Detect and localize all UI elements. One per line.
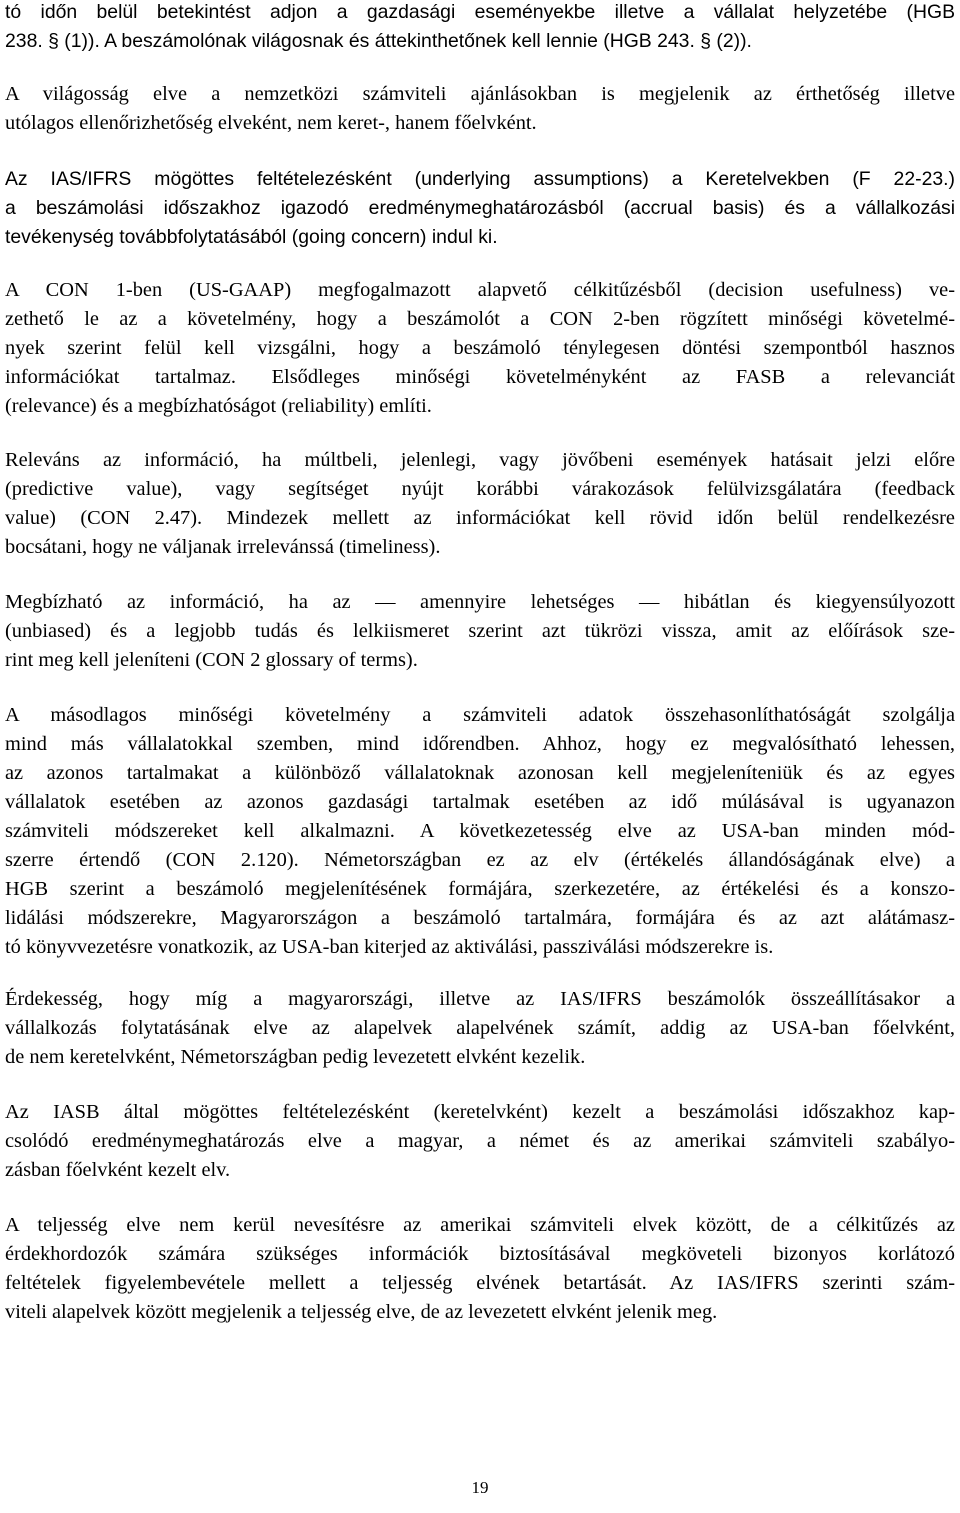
page-number: 19 <box>471 1478 489 1497</box>
paragraph-completeness-principle <box>5 1211 955 1327</box>
text-line: vállalkozás folytatásának elve az alapelvek alapelvének számít, addig az USA-ban főelvként, <box>5 1017 955 1039</box>
text-line: az azonos tartalmakat a különböző vállalatoknak azonosan kell megjeleníteniük és az egyes <box>5 762 955 784</box>
paragraph-reliability <box>5 588 955 675</box>
text-line: value) (CON 2.47). Mindezek mellett az információkat kell rövid időn belül rendelkezésre <box>5 507 955 529</box>
text-line: zethető le az a követelmény, hogy a beszámolót a CON 2-ben rögzített minőségi követelmé- <box>5 308 955 330</box>
text-line: A CON 1-ben (US-GAAP) megfogalmazott alapvető célkitűzésből (decision usefulness) ve- <box>5 279 955 301</box>
paragraph-clarity-principle <box>5 80 955 138</box>
text-line: információkat tartalmaz. Elsődleges minőségi követelményként az FASB a relevanciát <box>5 366 955 388</box>
text-line: a beszámolási időszakhoz igazodó eredménymeghatározásból (accrual basis) és a vállalkozási <box>5 197 955 219</box>
text-line: Az IASB által mögöttes feltételezésként (keretelvként) kezelt a beszámolási időszakhoz kap- <box>5 1101 955 1123</box>
text-line: (unbiased) és a legjobb tudás és lelkiismeret szerint azt tükrözi vissza, amit az előírások sze- <box>5 620 955 642</box>
text-line: rint meg kell jeleníteni (CON 2 glossary of terms). <box>5 649 418 671</box>
text-line: utólagos ellenőrizhetőség elveként, nem keret-, hanem főelvként. <box>5 112 537 134</box>
text-line: Megbízható az információ, ha az — amennyire lehetséges — hibátlan és kiegyensúlyozott <box>5 591 955 613</box>
paragraph-accrual-principle <box>5 1098 955 1185</box>
text-line: zásban főelvként kezelt elv. <box>5 1159 231 1181</box>
text-line: Az IAS/IFRS mögöttes feltételezésként (underlying assumptions) a Keretelvekben (F 22-23.) <box>5 168 955 190</box>
paragraph-underlying-assumptions <box>5 165 955 252</box>
text-line: tevékenység továbbfolytatásából (going concern) indul ki. <box>5 226 498 248</box>
text-line: (relevance) és a megbízhatóságot (reliability) említi. <box>5 395 432 417</box>
text-line: tó időn belül betekintést adjon a gazdasági eseményekbe illetve a vállalat helyzetébe (HGB <box>5 1 955 23</box>
text-line: feltételek figyelembevétele mellett a teljesség elvének betartását. Az IAS/IFRS szerinti szám- <box>5 1272 955 1294</box>
text-line: mind más vállalatokkal szemben, mind időrendben. Ahhoz, hogy ez megvalósítható lehessen, <box>5 733 955 755</box>
text-line: nyek szerint felül kell vizsgálni, hogy a beszámoló ténylegesen döntési szempontból hasznos <box>5 337 955 359</box>
text-line: tó könyvvezetésre vonatkozik, az USA-ban kiterjed az aktiválási, passziválási módszerekre is. <box>5 936 774 958</box>
text-line: bocsátani, hogy ne váljanak irrelevánssá (timeliness). <box>5 536 441 558</box>
paragraph-relevance <box>5 446 955 562</box>
text-line: szerre értendő (CON 2.120). Németországban ez az elv (értékelés állandóságának elve) a <box>5 849 955 871</box>
text-line: lidálási módszerekre, Magyarországon a beszámoló tartalmára, formájára és az azt alátámasz- <box>5 907 955 929</box>
text-line: vállalatok esetében az azonos gazdasági tartalmak esetében az idő múlásával is ugyanazon <box>5 791 955 813</box>
text-line: de nem keretelvként, Németországban pedig levezetett elvként kezelik. <box>5 1046 586 1068</box>
text-line: Érdekesség, hogy míg a magyarországi, illetve az IAS/IFRS beszámolók összeállításakor a <box>5 988 955 1010</box>
text-line: csolódó eredménymeghatározás elve a magyar, a német és az amerikai számviteli szabályo- <box>5 1130 955 1152</box>
paragraph-going-concern-comparison <box>5 985 955 1072</box>
text-line: érdekhordozók számára szükséges információk biztosításával megköveteli bizonyos korlátozó <box>5 1243 955 1265</box>
text-line: A másodlagos minőségi követelmény a számviteli adatok összehasonlíthatóságát szolgálja <box>5 704 955 726</box>
text-line: A teljesség elve nem kerül nevesítésre az amerikai számviteli elvek között, de a célkitűzés az <box>5 1214 955 1236</box>
text-line: számviteli módszereket kell alkalmazni. A következetesség elve az USA-ban minden mód- <box>5 820 955 842</box>
text-line: (predictive value), vagy segítséget nyújt korábbi várakozások felülvizsgálatára (feedback <box>5 478 955 500</box>
text-line: HGB szerint a beszámoló megjelenítésének formájára, szerkezetére, az értékelési és a konszo- <box>5 878 955 900</box>
paragraph-con1-decision-usefulness <box>5 276 955 421</box>
text-line: 238. § (1)). A beszámolónak világosnak és áttekinthetőnek kell lennie (HGB 243. § (2)). <box>5 30 752 52</box>
paragraph-hgb-overview <box>5 0 955 56</box>
text-line: viteli alapelvek között megjelenik a teljesség elve, de az levezetett elvként jelenik meg. <box>5 1301 718 1323</box>
text-line: A világosság elve a nemzetközi számviteli ajánlásokban is megjelenik az érthetőség illetve <box>5 83 955 105</box>
text-line: Releváns az információ, ha múltbeli, jelenlegi, vagy jövőbeni események hatásait jelzi előre <box>5 449 955 471</box>
paragraph-comparability <box>5 701 955 962</box>
